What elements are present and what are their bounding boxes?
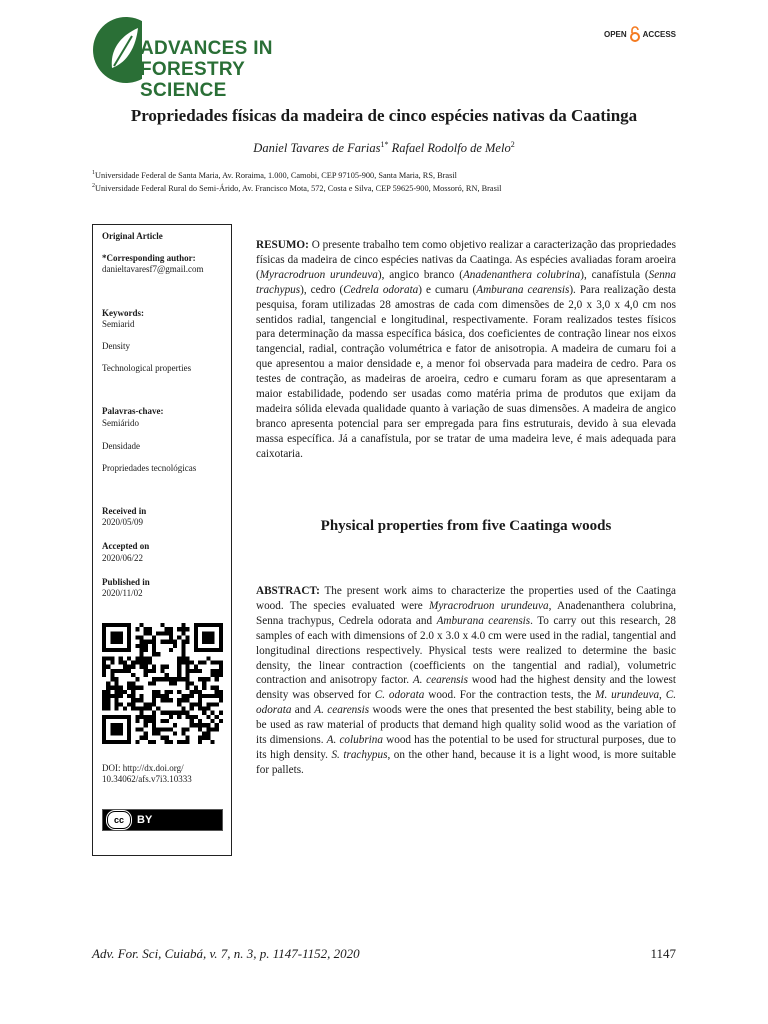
cc-by-license-badge[interactable]	[102, 809, 223, 831]
journal-name	[140, 38, 332, 101]
english-title: Physical properties from five Caatinga woods	[320, 518, 612, 534]
published-label: Published in	[102, 577, 150, 587]
keyword-item: Semiarid	[102, 319, 135, 329]
palavras-chave-label: Palavras-chave:	[102, 406, 164, 416]
affiliation-2: $^2$Universidade Federal Rural do Semi-Árido, Av. Francisco Mota, 572, Costa e Silva, CEP 59625-900, Mossoró, RN, Brasil	[92, 182, 502, 193]
author-1: Daniel Tavares de Farias	[253, 141, 381, 156]
affiliation-1: $^1$Universidade Federal de Santa Maria, Av. Roraima, 1.000, Camobi, CEP 97105-900, Santa Maria, RS, Brasil	[92, 170, 457, 180]
doi-line-1[interactable]: DOI: http://dx.doi.org/	[102, 763, 184, 773]
affiliations	[92, 168, 692, 194]
palavra-item: Propriedades tecnológicas	[102, 463, 197, 473]
footer-citation: Adv. For. Sci, Cuiabá, v. 7, n. 3, p. 1147-1152, 2020	[92, 946, 360, 961]
author-2-sup: 2	[510, 140, 515, 149]
article-type: Original Article	[102, 231, 163, 241]
received-date: 2020/05/09	[102, 517, 144, 527]
page-number: 1147	[650, 946, 676, 961]
palavra-item: Densidade	[102, 441, 140, 451]
article-info-sidebar	[92, 224, 232, 856]
palavra-item: Semiárido	[102, 418, 139, 428]
license-by-text: BY	[137, 814, 153, 826]
keyword-item: Technological properties	[102, 363, 192, 373]
received-label: Received in	[102, 506, 147, 516]
corresponding-email[interactable]: danieltavaresf7@gmail.com	[102, 264, 204, 274]
resumo-label: RESUMO:	[256, 239, 309, 251]
author-1-sup: 1*	[380, 140, 389, 149]
open-access-left: OPEN	[603, 29, 627, 39]
keywords-label: Keywords:	[102, 308, 144, 318]
open-access-right: ACCESS	[642, 29, 676, 39]
article-title: Propriedades físicas da madeira de cinco espécies nativas da Caatinga	[130, 106, 638, 125]
authors	[0, 140, 768, 156]
abstract-paragraph: ABSTRACT: The present work aims to characterize the properties used of the Caatinga wood. The species evaluated were Myracrodruon urundeuva, Anadenanthera colubrina, Senna trachypus, Cedrela odorata and Amburana cearensis. To carry out this research, 28 samples of each with dimensions of 2.0 x 3.0 x 4.0 cm were used in the radial, tangential and longitudinal directions respectively. Physical tests were realized to determine the basic density, the linear contraction (coefficients on the tangential and radial), volumetric contraction and anisotropy factor. A. cearensis wood had the highest density and the lowest density was observed for C. odorata wood. For the contraction tests, the M. urundeuva, C. odorata and A. cearensis woods were the ones that presented the best stability, being able to be used as raw material of products that demand high quality solid wood as the variation of its dimensions. A. colubrina wood has the potential to be used for structural purposes, due to its high density. S. trachypus, on the other hand, because it is a light wood, is more suitable for pallets.	[256, 585, 677, 776]
journal-name-line1: ADVANCES IN	[140, 38, 273, 59]
creative-commons-icon: cc	[107, 811, 131, 829]
open-lock-icon	[629, 26, 641, 42]
qr-code-icon[interactable]	[102, 623, 223, 744]
accepted-date: 2020/06/22	[102, 553, 144, 563]
doi-line-2[interactable]: 10.34062/afs.v7i3.10333	[102, 774, 192, 784]
leaf-logo-icon	[92, 14, 142, 84]
corresponding-author-label: *Corresponding author:	[102, 253, 196, 263]
keyword-item: Density	[102, 341, 130, 351]
resumo-paragraph: RESUMO: O presente trabalho tem como objetivo realizar a caracterização das propriedades físicas da madeira de cinco espécies nativas da Caatinga. As espécies avaliadas foram aroeira (Myracrodruon urundeuva), angico branco (Anadenanthera colubrina), canafístula (Senna trachypus), cedro (Cedrela odorata) e cumaru (Amburana cearensis). Para realização desta pesquisa, foram utilizadas 28 amostras de cada com dimensões de 2,0 x 3,0 x 4,0 cm nos sentidos radial, tangencial e longitudinal, respectivamente. Foram realizados testes físicos para determinação da massa específica básica, dos coeficientes de contração linear nos eixos tangencial, radial, contração volumétrica e fator de anisotropia. A madeira de cumaru foi a que apresentou a maior densidade e, a menor foi observada para madeira de cedro. Para os testes de contração, as madeiras de aroeira, cedro e cumaru foram as que apresentaram a maior estabilidade, podendo ser usadas como matéria prima de produtos que exijam da madeira sólida elevada qualidade quanto à variação de suas dimensões. A madeira de angico branco apresenta potencial para ser empregada para fins estruturais, devido à sua elevada massa específica. Já a canafístula, por se tratar de uma madeira leve, é mais adequada para caixotaria.	[256, 239, 677, 460]
journal-name-line2: FORESTRY SCIENCE	[140, 59, 245, 101]
open-access-badge	[604, 26, 676, 42]
accepted-label: Accepted on	[102, 541, 150, 551]
published-date: 2020/11/02	[102, 588, 143, 598]
journal-logo	[92, 14, 332, 101]
abstract-label: ABSTRACT:	[256, 585, 320, 597]
author-2: Rafael Rodolfo de Melo	[391, 141, 511, 156]
